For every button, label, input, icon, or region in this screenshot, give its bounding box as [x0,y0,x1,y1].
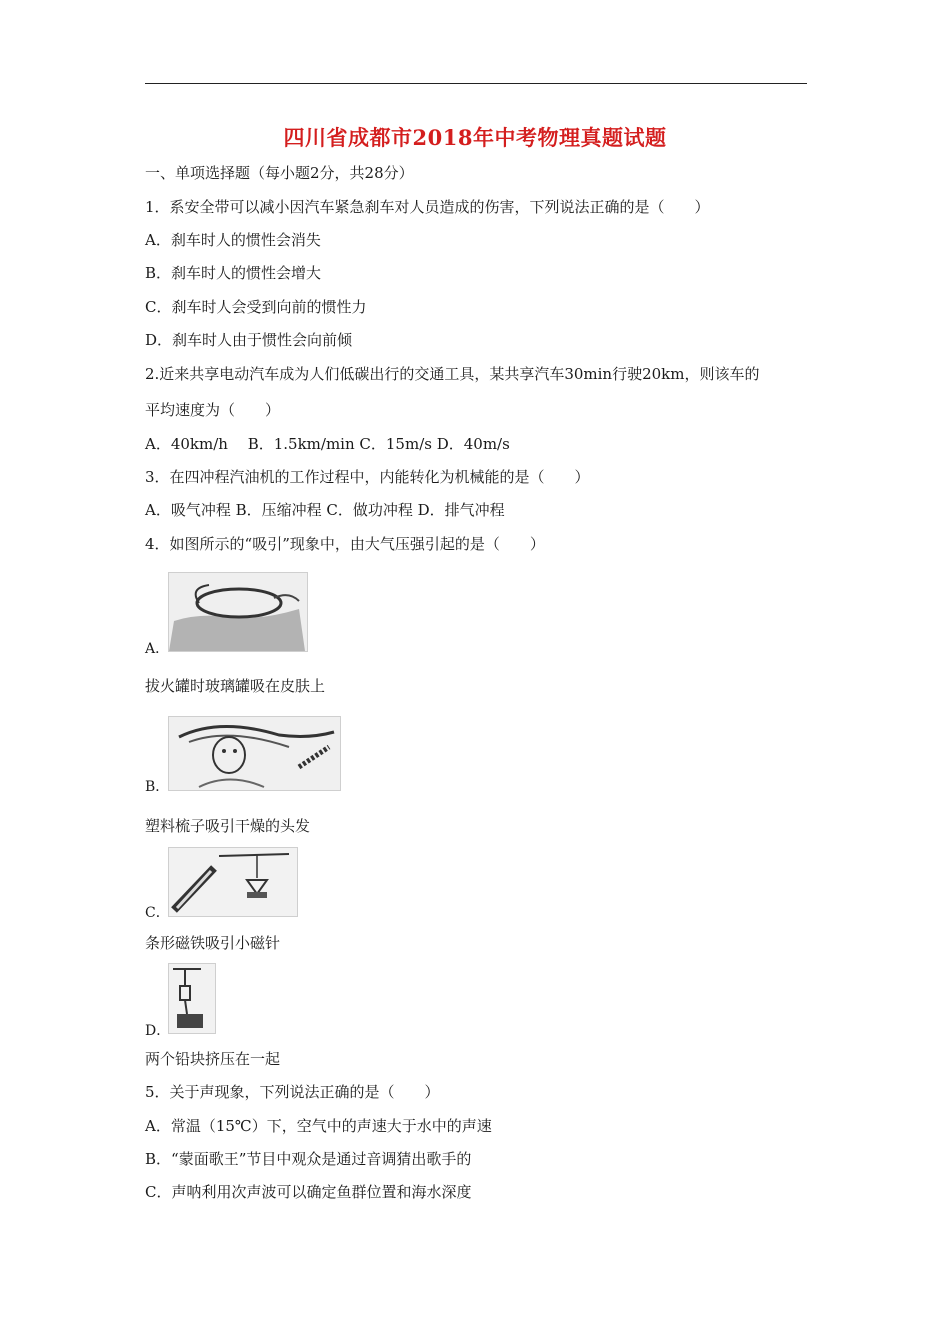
question-4-option-d-caption: 两个铅块挤压在一起 [145,1050,281,1068]
question-4-option-c-label: C． [145,905,170,921]
question-4-option-d-label: D． [145,1023,171,1039]
figure-lead-blocks [168,963,216,1034]
question-4-option-a-caption: 拔火罐时玻璃罐吸在皮肤上 [145,677,326,695]
question-4-option-a-label: A． [145,641,170,657]
question-2-stem: 2.近来共享电动汽车成为人们低碳出行的交通工具，某共享汽车30min行驶20km，则该车的 [145,365,760,383]
question-4-option-c-caption: 条形磁铁吸引小磁针 [145,934,281,952]
question-3-options: A．吸气冲程 B．压缩冲程 C．做功冲程 D．排气冲程 [145,501,505,519]
question-5-option-b: B．“蒙面歌王”节目中观众是通过音调猜出歌手的 [145,1150,472,1168]
section-heading: 一、单项选择题（每小题2分，共28分） [145,164,414,182]
header-rule [145,83,807,84]
question-4-option-b-label: B． [145,779,170,795]
exam-title: 四川省成都市2018年中考物理真题试题 [283,125,667,150]
question-2-stem-cont: 平均速度为（ ） [145,401,281,419]
figure-cupping-jar [168,572,308,652]
question-1-option-d: D．刹车时人由于惯性会向前倾 [145,331,353,349]
question-5-option-a: A．常温（15℃）下，空气中的声速大于水中的声速 [145,1117,492,1135]
question-1-option-a: A．刹车时人的惯性会消失 [145,231,321,249]
figure-comb-hair [168,716,341,791]
question-1-option-c: C．刹车时人会受到向前的惯性力 [145,298,367,316]
question-3-stem: 3．在四冲程汽油机的工作过程中，内能转化为机械能的是（ ） [145,468,590,486]
question-5-option-c: C．声呐利用次声波可以确定鱼群位置和海水深度 [145,1183,472,1201]
question-4-stem: 4．如图所示的“吸引”现象中，由大气压强引起的是（ ） [145,535,545,553]
question-5-stem: 5．关于声现象，下列说法正确的是（ ） [145,1083,440,1101]
figure-magnet-needle [168,847,298,917]
question-2-options: A．40km/h B．1.5km/min C．15m/s D．40m/s [145,435,510,453]
question-1-option-b: B．刹车时人的惯性会增大 [145,264,322,282]
question-4-option-b-caption: 塑料梳子吸引干燥的头发 [145,817,311,835]
question-1-stem: 1．系安全带可以减小因汽车紧急刹车对人员造成的伤害，下列说法正确的是（ ） [145,198,710,216]
